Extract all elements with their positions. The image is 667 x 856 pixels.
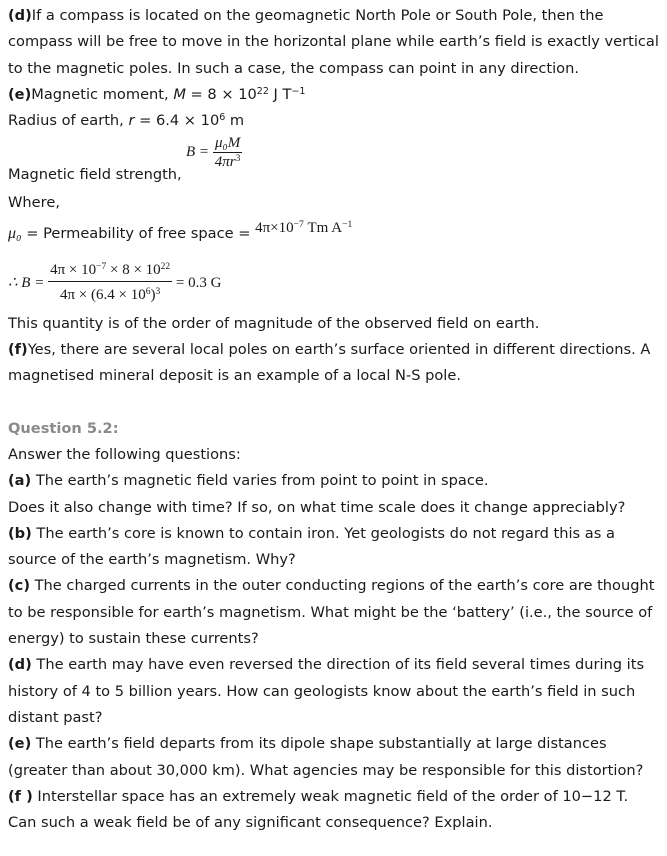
permeability-value: $4\pi\times 10^{-7}$ Tm $A^{-1}$ xyxy=(255,219,353,236)
question-c-line-1: (c) The charged currents in the outer conducting regions of the earth’s core are thought xyxy=(8,577,655,595)
question-b-line-2: source of the earth’s magnetism. Why? xyxy=(8,551,296,569)
answer-e-conclusion: This quantity is of the order of magnitude of the observed field on earth. xyxy=(8,314,540,332)
where-label: Where, xyxy=(8,194,60,212)
question-intro: Answer the following questions: xyxy=(8,445,241,463)
question-e-line-2: (greater than about 30,000 km). What agencies may be responsible for this distortion? xyxy=(8,761,644,779)
field-strength-label: Magnetic field strength, xyxy=(8,166,182,184)
answer-e-radius: Radius of earth, $r = 6.4 \times 10^6$ m xyxy=(8,112,245,130)
question-d-line-3: distant past? xyxy=(8,708,103,726)
calculation-fraction: $\frac{4\pi \times 10^{-7} \times 8 \times 10^{22}}{4\pi \times (6.4 \times 10^6)^3}$ xyxy=(48,259,172,308)
question-a-line-2: Does it also change with time? If so, on what time scale does it change appreciably? xyxy=(8,498,626,516)
answer-f-label: (f) xyxy=(8,341,28,359)
question-d-label: (d) xyxy=(8,656,32,674)
question-d-line-1: (d) The earth may have even reversed the direction of its field several times during its xyxy=(8,656,645,674)
field-formula: B = $\frac{\text{μ₀M}}{4\pi r^3}$ xyxy=(186,135,241,171)
answer-d-label: (d) xyxy=(8,7,32,24)
question-f-label: (f ) xyxy=(8,787,33,805)
answer-d-line-1: (d)If a compass is located on the geomagnetic North Pole or South Pole, then the xyxy=(8,7,604,24)
document-body xyxy=(8,3,663,836)
question-heading: Question 5.2: xyxy=(8,419,119,437)
section-spacer xyxy=(8,390,663,416)
question-c-line-2: to be responsible for earth’s magnetism. What might be the ‘battery’ (i.e., the source of xyxy=(8,603,653,621)
question-c-line-3: energy) to sustain these currents? xyxy=(8,630,259,648)
question-b-label: (b) xyxy=(8,524,32,542)
question-d-line-2: history of 4 to 5 billion years. How can geologists know about the earth’s field in such xyxy=(8,682,636,700)
field-strength-block xyxy=(8,134,663,190)
question-c-label: (c) xyxy=(8,577,30,595)
answer-e-moment: (e)Magnetic moment, $M = 8 \times 10^{22}$ J $T^{-1}$ xyxy=(8,85,306,103)
calculation-result: = 0.3 G xyxy=(175,274,222,291)
answer-e-label: (e) xyxy=(8,85,32,103)
answer-d-line-2: compass will be free to move in the horizontal plane while earth’s field is exactly vertical xyxy=(8,33,659,51)
answer-f-line-2: magnetised mineral deposit is an example of a local N-S pole. xyxy=(8,367,461,385)
question-f-line-2: Can such a weak field be of any significant consequence? Explain. xyxy=(8,814,493,832)
permeability-line: μ₀ = Permeability of free space = $4\pi\times 10^{-7}$ Tm $A^{-1}$ xyxy=(8,219,353,242)
question-e-label: (e) xyxy=(8,735,32,753)
question-a-label: (a) xyxy=(8,472,32,490)
question-f-line-1: (f ) Interstellar space has an extremely weak magnetic field of the order of 10−12 T. xyxy=(8,787,629,805)
field-formula-fraction: $\frac{\text{μ₀M}}{4\pi r^3}$ xyxy=(214,135,241,171)
answer-f-line-1: (f)Yes, there are several local poles on earth’s surface oriented in different directions. A xyxy=(8,341,651,359)
question-b-line-1: (b) The earth’s core is known to contain iron. Yet geologists do not regard this as a xyxy=(8,524,615,542)
calculation-block: ∴ B = $\frac{4\pi \times 10^{-7} \times 8 \times 10^{22}}{4\pi \times (6.4 \times 10^6)^3}$ = 0.3 G xyxy=(8,251,663,311)
question-a-line-1: (a) The earth’s magnetic field varies from point to point in space. xyxy=(8,472,489,490)
answer-d-line-3: to the magnetic poles. In such a case, the compass can point in any direction. xyxy=(8,59,579,77)
question-e-line-1: (e) The earth’s field departs from its dipole shape substantially at large distances xyxy=(8,735,607,753)
